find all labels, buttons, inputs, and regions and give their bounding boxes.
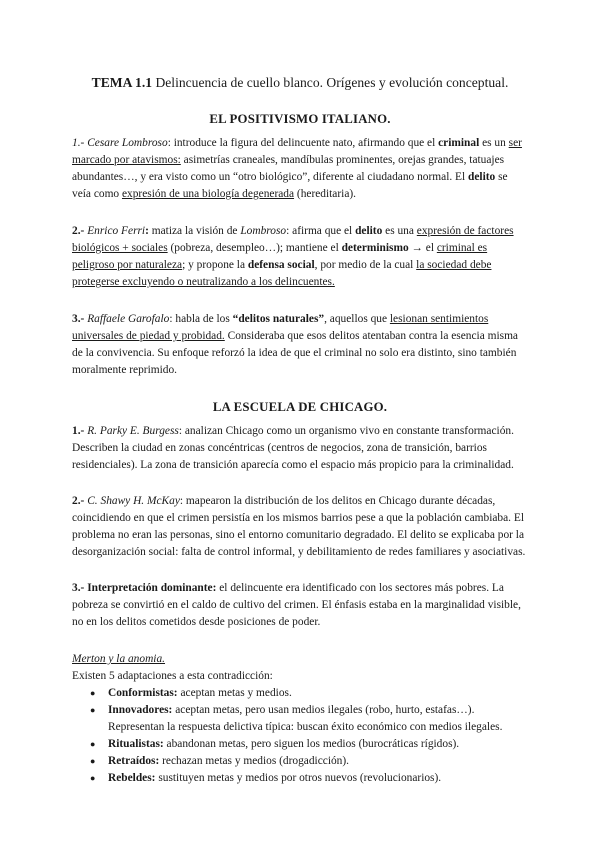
paragraph-ferri	[72, 223, 528, 291]
list-item	[90, 685, 528, 702]
underlined-text: ser marcado por atavismos:	[72, 137, 522, 166]
bold-term: delito	[355, 225, 383, 237]
text: : introduce la figura del delincuente nato, afirmando que el	[167, 137, 439, 149]
merton-heading: Merton y la anomia.	[72, 653, 166, 665]
bold-term: criminal	[438, 137, 480, 149]
bold-term: defensa social	[247, 259, 315, 271]
text: asimetrías craneales, mandíbulas prominentes, orejas grandes, tatuajes abundantes…, y era visto como un “otro biológico”, diferente al ciudadano normal. El	[72, 154, 505, 183]
text: el delincuente era identificado con los sectores más pobres. La pobreza se convirtió en el caldo de cultivo del crimen. El énfasis estaba en la marginalidad visible, no en los delitos cometidos desde posiciones de poder.	[72, 582, 521, 628]
list-item	[90, 753, 528, 770]
list-item	[90, 702, 528, 736]
item-text: sustituyen metas y medios por otros nuevos (revolucionarios).	[155, 772, 442, 784]
text: se veía como	[72, 171, 508, 200]
list-item	[90, 736, 528, 753]
section-heading-positivismo: EL POSITIVISMO ITALIANO.	[209, 112, 391, 126]
author-name: C. Shawy H. McKay	[87, 495, 180, 507]
paragraph-interpretacion	[72, 580, 528, 631]
paragraph-park-burgess	[72, 423, 528, 474]
text: : analizan Chicago como un organismo vivo en constante transformación. Describen la ciudad en zonas concéntricas (centros de negocios, zona de transición, barrios residenciales). La zona de transición aparecía como el espacio más propicio para la criminalidad.	[72, 425, 514, 471]
text: (hereditaria).	[294, 188, 357, 200]
text: es un	[479, 137, 509, 149]
paragraph-garofalo	[72, 311, 528, 379]
italic-name: Lombroso	[240, 225, 287, 237]
author-name: Raffaele Garofalo	[87, 313, 170, 325]
text: Consideraba que esos delitos atentaban contra la esencia misma de la convivencia. Su enfoque reforzó la idea de que el criminal no solo era distinto, sino también moralmente reprimido.	[72, 330, 518, 376]
paragraph-lombroso	[72, 135, 528, 203]
item-label: Rebeldes:	[108, 772, 156, 784]
adaptations-list	[72, 685, 528, 787]
bold-label: Interpretación dominante:	[87, 582, 217, 594]
item-number: 3.-	[72, 313, 85, 325]
text: es una	[382, 225, 417, 237]
item-number: 1.-	[72, 137, 85, 149]
author-name: R. Parky E. Burgess	[87, 425, 179, 437]
author-name: Cesare Lombroso	[87, 137, 168, 149]
item-text: aceptan metas y medios.	[177, 687, 292, 699]
item-text: aceptan metas, pero usan medios ilegales (robo, hurto, estafas…). Representan la respuesta delictiva típica: buscan éxito económico con medios ilegales.	[108, 704, 503, 733]
list-item	[90, 770, 528, 787]
text: → el	[408, 242, 437, 254]
item-number: 1.-	[72, 425, 85, 437]
text: : mapearon la distribución de los delitos en Chicago durante décadas, coincidiendo en que el crimen persistía en los mismos barrios pese a que la población cambiaba. El problema no eran las personas, sino el entorno comunitario degradado. El delito se explicaba por la desorganización social: falta de control informal, y debilitamiento de redes familiares y asociativas.	[72, 495, 526, 558]
text: : habla de los	[169, 313, 233, 325]
item-number: 2.-	[72, 225, 85, 237]
section-heading-chicago: LA ESCUELA DE CHICAGO.	[212, 400, 388, 414]
underlined-text: lesionan sentimientos universales de piedad y probidad.	[72, 313, 489, 342]
underlined-text: la sociedad debe protegerse excluyendo o neutralizando a los delincuentes.	[72, 259, 492, 288]
underlined-text: expresión de factores biológicos + sociales	[72, 225, 514, 254]
text: :	[145, 225, 149, 237]
text: ; y propone la	[182, 259, 248, 271]
topic-title: Delincuencia de cuello blanco. Orígenes y evolución conceptual.	[152, 75, 509, 90]
author-name: Enrico Ferri	[87, 225, 146, 237]
bold-term: determinismo	[341, 242, 409, 254]
merton-intro: Existen 5 adaptaciones a esta contradicción:	[72, 670, 273, 682]
item-number: 3.-	[72, 582, 85, 594]
paragraph-shaw-mckay	[72, 493, 528, 561]
underlined-text: criminal es peligroso por naturaleza	[72, 242, 488, 271]
text: , aquellos que	[324, 313, 390, 325]
item-number: 2.-	[72, 495, 85, 507]
text: , por medio de la cual	[314, 259, 417, 271]
item-text: abandonan metas, pero siguen los medios (burocráticas rígidos).	[163, 738, 460, 750]
text: : afirma que el	[286, 225, 356, 237]
text: (pobreza, desempleo…); mantiene el	[167, 242, 342, 254]
text: matiza la visión de	[148, 225, 241, 237]
bold-term: “delitos naturales”	[232, 313, 325, 325]
item-label: Conformistas:	[108, 687, 178, 699]
topic-number: TEMA 1.1	[91, 75, 153, 90]
item-text: rechazan metas y medios (drogadicción).	[159, 755, 350, 767]
item-label: Ritualistas:	[108, 738, 164, 750]
bold-term: delito	[468, 171, 496, 183]
item-label: Innovadores:	[108, 704, 173, 716]
underlined-text: expresión de una biología degenerada	[121, 188, 295, 200]
page-title	[72, 74, 528, 92]
item-label: Retraídos:	[108, 755, 160, 767]
